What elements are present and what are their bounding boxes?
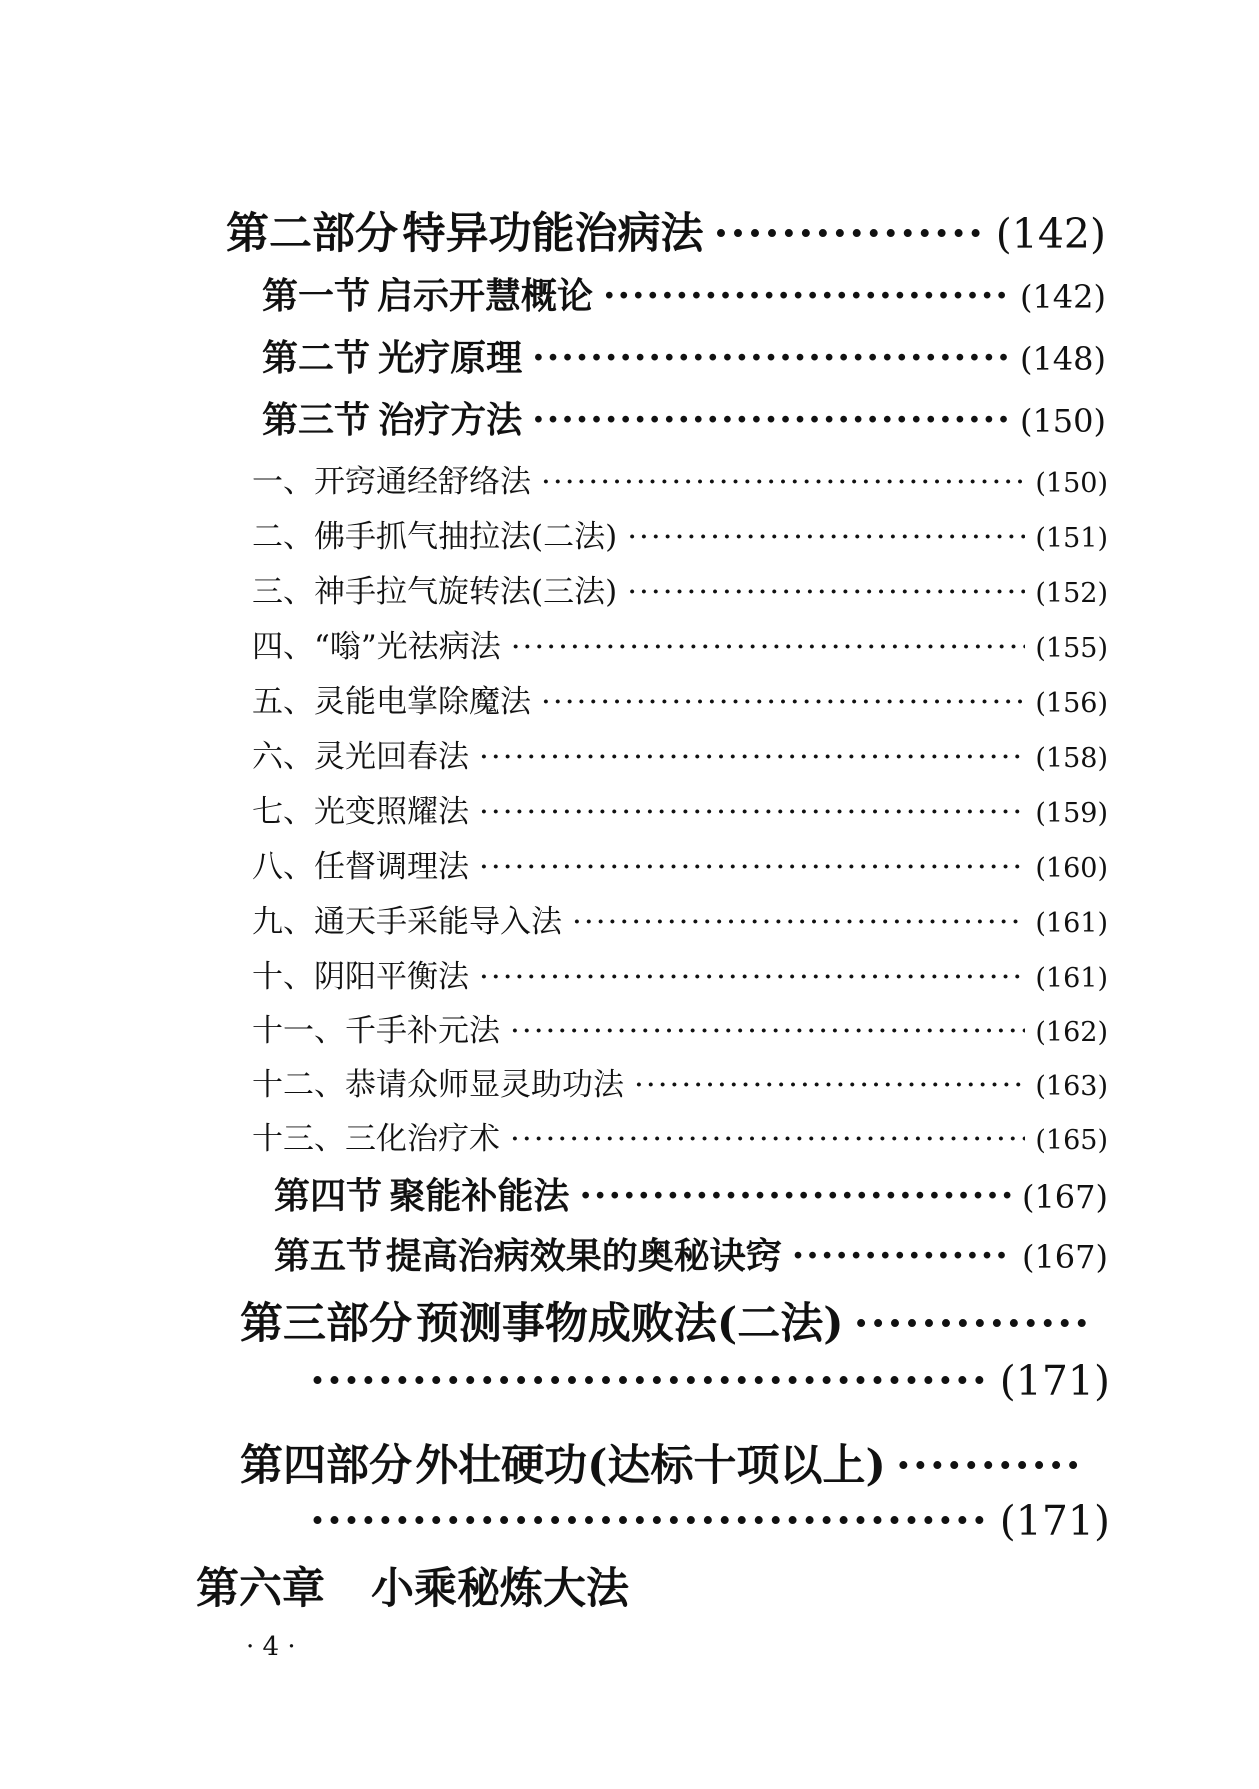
toc-section — [274, 1168, 1108, 1219]
toc-item — [252, 621, 1108, 666]
section-label: 第三节 — [262, 399, 371, 441]
item-title: 十二、恭请众师显灵助功法 — [252, 1067, 624, 1103]
page-folio: · 4 · — [246, 1632, 296, 1662]
item-title: 四、“嗡”光祛病法 — [252, 629, 501, 665]
dot-leader — [532, 399, 1010, 441]
toc-part-4 — [240, 1432, 1086, 1493]
section-title: 聚能补能法 — [389, 1175, 570, 1217]
part-title: 预测事物成败法(二法) — [415, 1299, 844, 1349]
page-number: (161) — [1035, 908, 1108, 939]
item-title: 十一、千手补元法 — [252, 1013, 500, 1049]
toc-item — [252, 1113, 1108, 1158]
section-label: 第一节 — [262, 275, 371, 317]
dot-leader — [479, 959, 1025, 995]
page-number: (165) — [1035, 1125, 1108, 1156]
page-number: (162) — [1035, 1017, 1108, 1048]
page-number: (167) — [1021, 1238, 1108, 1276]
page-number: (156) — [1035, 688, 1108, 719]
item-title: 二、佛手抓气抽拉法(二法) — [252, 519, 618, 555]
page-number: (150) — [1035, 468, 1108, 499]
part-label: 第三部分 — [240, 1299, 412, 1349]
part-label: 第四部分 — [240, 1441, 412, 1491]
toc-chapter-6 — [196, 1555, 629, 1616]
dot-leader — [510, 1013, 1025, 1049]
toc-item — [252, 951, 1108, 996]
toc-item — [252, 676, 1108, 721]
dot-leader — [479, 849, 1025, 885]
section-title: 提高治病效果的奥秘诀窍 — [385, 1235, 782, 1277]
dot-leader — [479, 794, 1025, 830]
page-number: (171) — [999, 1497, 1110, 1545]
toc-item — [252, 896, 1108, 941]
dot-leader — [792, 1235, 1012, 1277]
dot-leader — [627, 519, 1025, 555]
toc-item — [252, 566, 1108, 611]
section-label: 第四节 — [274, 1175, 383, 1217]
dot-leader — [896, 1441, 1086, 1491]
dot-leader — [634, 1067, 1025, 1103]
item-title: 五、灵能电掌除魔法 — [252, 684, 531, 720]
toc-section — [274, 1228, 1108, 1279]
toc-section — [262, 392, 1106, 443]
item-title: 九、通天手采能导入法 — [252, 904, 562, 940]
toc-section — [262, 330, 1106, 381]
item-title: 十三、三化治疗术 — [252, 1121, 500, 1157]
dot-leader — [510, 1121, 1025, 1157]
dot-leader — [714, 209, 986, 259]
toc-part-3 — [240, 1290, 1086, 1351]
page-number: (151) — [1035, 523, 1108, 554]
page-number: (150) — [1019, 402, 1106, 440]
dot-leader — [579, 1175, 1012, 1217]
page-number: (163) — [1035, 1071, 1108, 1102]
chapter-label: 第六章 — [196, 1564, 325, 1614]
toc-item — [252, 1005, 1108, 1050]
section-title: 治疗方法 — [378, 399, 523, 441]
page-number: (142) — [1019, 278, 1106, 316]
page-number: (161) — [1035, 963, 1108, 994]
dot-leader — [627, 574, 1025, 610]
toc-item — [252, 511, 1108, 556]
section-title: 光疗原理 — [378, 337, 523, 379]
item-title: 十、阴阳平衡法 — [252, 959, 469, 995]
page-number: (158) — [1035, 743, 1108, 774]
toc-item — [252, 786, 1108, 831]
toc-part-3-continued — [310, 1356, 1110, 1406]
toc-item — [252, 456, 1108, 501]
page-number: (159) — [1035, 798, 1108, 829]
part-title: 特异功能治病法 — [402, 209, 704, 259]
dot-leader — [572, 904, 1025, 940]
toc-part-4-continued — [310, 1496, 1110, 1546]
dot-leader — [532, 337, 1010, 379]
toc-part-2 — [226, 200, 1106, 261]
item-title: 三、神手拉气旋转法(三法) — [252, 574, 618, 610]
part-title: 外壮硬功(达标十项以上) — [415, 1441, 886, 1491]
part-label: 第二部分 — [226, 209, 398, 259]
section-label: 第五节 — [274, 1235, 383, 1277]
item-title: 七、光变照耀法 — [252, 794, 469, 830]
dot-leader — [511, 629, 1026, 665]
page-number: (155) — [1035, 633, 1108, 664]
toc-item — [252, 1059, 1108, 1104]
section-title: 启示开慧概论 — [376, 275, 593, 317]
dot-leader — [310, 1496, 990, 1546]
page-number: (142) — [995, 210, 1106, 258]
dot-leader — [541, 684, 1025, 720]
page-number: (148) — [1019, 340, 1106, 378]
dot-leader — [479, 739, 1025, 775]
toc-item — [252, 841, 1108, 886]
page-number: (171) — [999, 1357, 1110, 1405]
dot-leader — [310, 1356, 990, 1406]
toc-item — [252, 731, 1108, 776]
toc-section — [262, 268, 1106, 319]
item-title: 一、开窍通经舒络法 — [252, 464, 531, 500]
page-number: (167) — [1021, 1178, 1108, 1216]
dot-leader — [541, 464, 1025, 500]
page-number: (160) — [1035, 853, 1108, 884]
page-number: (152) — [1035, 578, 1108, 609]
item-title: 八、任督调理法 — [252, 849, 469, 885]
section-label: 第二节 — [262, 337, 371, 379]
dot-leader — [854, 1299, 1086, 1349]
chapter-title: 小乘秘炼大法 — [371, 1564, 629, 1614]
dot-leader — [603, 275, 1010, 317]
item-title: 六、灵光回春法 — [252, 739, 469, 775]
